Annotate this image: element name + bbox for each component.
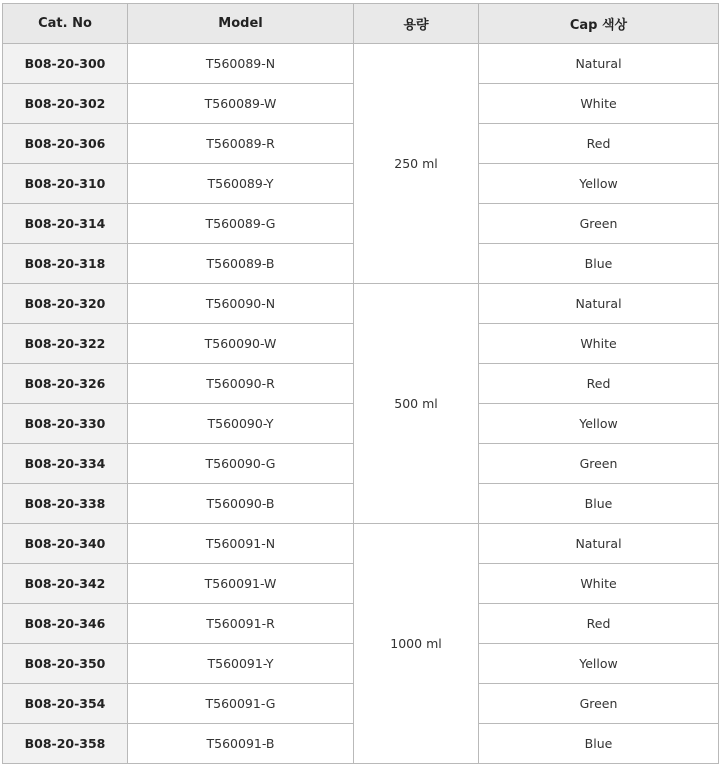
cat-no-cell: B08-20-334 xyxy=(3,444,128,484)
cat-no-cell: B08-20-310 xyxy=(3,164,128,204)
cat-no-cell: B08-20-300 xyxy=(3,44,128,84)
cap-color-cell: Blue xyxy=(479,484,719,524)
cap-color-cell: Green xyxy=(479,444,719,484)
cat-no-cell: B08-20-350 xyxy=(3,644,128,684)
model-cell: T560090-R xyxy=(128,364,354,404)
model-cell: T560091-W xyxy=(128,564,354,604)
model-cell: T560091-R xyxy=(128,604,354,644)
cat-no-cell: B08-20-346 xyxy=(3,604,128,644)
cap-color-cell: Yellow xyxy=(479,404,719,444)
cap-color-cell: Yellow xyxy=(479,644,719,684)
model-cell: T560089-B xyxy=(128,244,354,284)
model-cell: T560090-B xyxy=(128,484,354,524)
cap-color-cell: Green xyxy=(479,204,719,244)
header-cat-no: Cat. No xyxy=(3,4,128,44)
model-cell: T560089-W xyxy=(128,84,354,124)
model-cell: T560090-N xyxy=(128,284,354,324)
capacity-cell: 500 ml xyxy=(354,284,479,524)
table-body xyxy=(3,44,719,764)
header-capacity: 용량 xyxy=(354,4,479,44)
cap-color-cell: White xyxy=(479,564,719,604)
cat-no-cell: B08-20-342 xyxy=(3,564,128,604)
model-cell: T560091-B xyxy=(128,724,354,764)
model-cell: T560091-N xyxy=(128,524,354,564)
model-cell: T560090-W xyxy=(128,324,354,364)
cat-no-cell: B08-20-354 xyxy=(3,684,128,724)
cap-color-cell: Blue xyxy=(479,244,719,284)
cat-no-cell: B08-20-338 xyxy=(3,484,128,524)
cat-no-cell: B08-20-326 xyxy=(3,364,128,404)
model-cell: T560090-G xyxy=(128,444,354,484)
cap-color-cell: Yellow xyxy=(479,164,719,204)
model-cell: T560089-Y xyxy=(128,164,354,204)
header-row xyxy=(3,4,719,44)
cap-color-cell: Natural xyxy=(479,284,719,324)
cap-color-cell: Blue xyxy=(479,724,719,764)
cat-no-cell: B08-20-318 xyxy=(3,244,128,284)
cat-no-cell: B08-20-306 xyxy=(3,124,128,164)
cat-no-cell: B08-20-322 xyxy=(3,324,128,364)
model-cell: T560089-R xyxy=(128,124,354,164)
header-cap-color: Cap 색상 xyxy=(479,4,719,44)
cap-color-cell: White xyxy=(479,84,719,124)
table-header xyxy=(3,4,719,44)
model-cell: T560089-G xyxy=(128,204,354,244)
cat-no-cell: B08-20-302 xyxy=(3,84,128,124)
capacity-cell: 250 ml xyxy=(354,44,479,284)
model-cell: T560090-Y xyxy=(128,404,354,444)
cap-color-cell: Green xyxy=(479,684,719,724)
header-model: Model xyxy=(128,4,354,44)
cap-color-cell: Natural xyxy=(479,524,719,564)
model-cell: T560091-Y xyxy=(128,644,354,684)
cap-color-cell: White xyxy=(479,324,719,364)
cap-color-cell: Red xyxy=(479,604,719,644)
cat-no-cell: B08-20-340 xyxy=(3,524,128,564)
cat-no-cell: B08-20-330 xyxy=(3,404,128,444)
cat-no-cell: B08-20-358 xyxy=(3,724,128,764)
table-row xyxy=(3,44,719,84)
capacity-cell: 1000 ml xyxy=(354,524,479,764)
cat-no-cell: B08-20-320 xyxy=(3,284,128,324)
cap-color-cell: Natural xyxy=(479,44,719,84)
model-cell: T560091-G xyxy=(128,684,354,724)
cat-no-cell: B08-20-314 xyxy=(3,204,128,244)
table-row xyxy=(3,524,719,564)
cap-color-cell: Red xyxy=(479,124,719,164)
product-spec-table xyxy=(2,3,719,764)
cap-color-cell: Red xyxy=(479,364,719,404)
table-row xyxy=(3,284,719,324)
model-cell: T560089-N xyxy=(128,44,354,84)
